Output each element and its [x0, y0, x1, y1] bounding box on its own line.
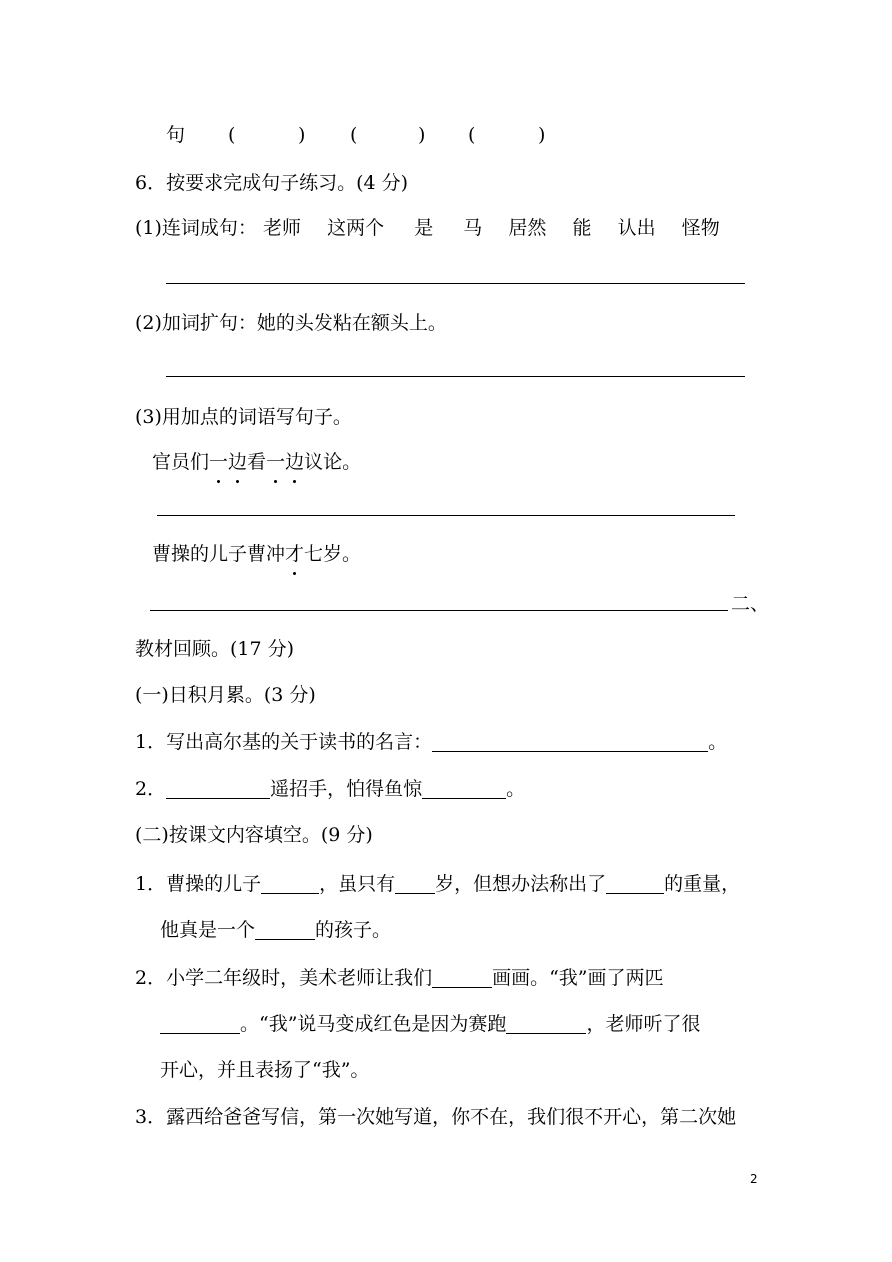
subsection-2: (二)按课文内容填空。(9 分) [135, 824, 373, 846]
question-text: ，老师听了很 [586, 1013, 701, 1035]
sentence-text: 看 [247, 451, 267, 473]
fill-question-1 [135, 872, 740, 896]
question-text: 。 [506, 778, 526, 800]
question-number: 2． [135, 778, 167, 800]
paren-close-2: ) [418, 124, 426, 146]
fill-blank[interactable] [506, 1013, 586, 1034]
word-6: 能 [572, 217, 592, 239]
paren-close-3: ) [538, 124, 546, 146]
answer-line-1[interactable] [166, 283, 745, 284]
answer-line-4[interactable] [150, 610, 728, 611]
fill-blank[interactable] [160, 1013, 240, 1034]
fill-question-3: 3．露西给爸爸写信，第一次她写道，你不在，我们很不开心，第二次她 [135, 1106, 737, 1128]
fill-blank[interactable] [422, 778, 506, 799]
word-5: 居然 [508, 217, 547, 239]
fill-question-2 [135, 966, 664, 990]
dotted-char: 才 [285, 543, 305, 565]
subsection-1: (一)日积月累。(3 分) [135, 684, 316, 706]
word-1: 老师 [262, 217, 301, 239]
answer-line-2[interactable] [166, 376, 745, 377]
paren-close-1: ) [298, 124, 306, 146]
fill-question-2-cont-2: 开心，并且表扬了“我”。 [160, 1059, 370, 1081]
line-label: 句 [166, 124, 186, 146]
question-text: 的重量， [664, 873, 741, 895]
fill-question-1-cont [160, 918, 391, 942]
fill-blank[interactable] [166, 778, 270, 799]
s2-question-2 [135, 777, 525, 801]
section-2-numeral: 二、 [731, 593, 770, 615]
q6-part3-sentence-2 [152, 542, 361, 566]
question-text: ，虽只有 [319, 873, 396, 895]
question-text: 。“我”说马变成红色是因为赛跑 [240, 1013, 507, 1035]
paren-open-2: ( [350, 124, 358, 146]
paren-open-3: ( [468, 124, 476, 146]
dotted-char: 边 [228, 451, 248, 473]
sentence-text: 官员们 [152, 451, 210, 473]
question-text: 2．小学二年级时，美术老师让我们 [135, 967, 433, 989]
paren-open-1: ( [228, 124, 236, 146]
word-4: 马 [463, 217, 483, 239]
q6-part3-sentence-1 [152, 450, 361, 474]
fill-blank[interactable] [606, 873, 664, 894]
page-number: 2 [750, 1172, 758, 1186]
question-6-title: 6．按要求完成句子练习。(4 分) [135, 172, 409, 194]
word-2: 这两个 [327, 217, 385, 239]
question-text: 他真是一个 [160, 919, 256, 941]
question-text: 的孩子。 [315, 919, 392, 941]
question-text: 。 [708, 731, 728, 753]
word-7: 认出 [617, 217, 656, 239]
dotted-char: 边 [285, 451, 305, 473]
question-text: 岁，但想办法称出了 [435, 873, 607, 895]
sentence-text: 曹操的儿子曹冲 [152, 543, 286, 565]
q6-part1 [135, 216, 720, 240]
question-text: 遥招手，怕得鱼惊 [270, 778, 423, 800]
q6-part1-label: (1)连词成句： [135, 217, 257, 239]
section-2-title: 教材回顾。(17 分) [135, 638, 295, 660]
answer-line-3[interactable] [157, 515, 735, 516]
fill-blank[interactable] [395, 873, 435, 894]
question-text: 1．曹操的儿子 [135, 873, 262, 895]
fill-blank[interactable] [255, 919, 315, 940]
fill-blank[interactable] [432, 967, 492, 988]
dotted-char: 一 [209, 451, 229, 473]
sentence-text: 七岁。 [304, 543, 362, 565]
sentence-text: 议论。 [304, 451, 362, 473]
word-3: 是 [414, 217, 434, 239]
s2-question-1 [135, 730, 727, 754]
fill-blank[interactable] [432, 731, 708, 752]
question-text: 画画。“我”画了两匹 [492, 967, 664, 989]
question-text: 1．写出高尔基的关于读书的名言： [135, 731, 433, 753]
answer-paren-line [166, 123, 185, 147]
fill-blank[interactable] [261, 873, 319, 894]
q6-part2: (2)加词扩句：她的头发粘在额头上。 [135, 312, 447, 334]
fill-question-2-cont [160, 1012, 700, 1036]
q6-part3: (3)用加点的词语写句子。 [135, 406, 352, 428]
word-8: 怪物 [681, 217, 720, 239]
dotted-char: 一 [266, 451, 286, 473]
